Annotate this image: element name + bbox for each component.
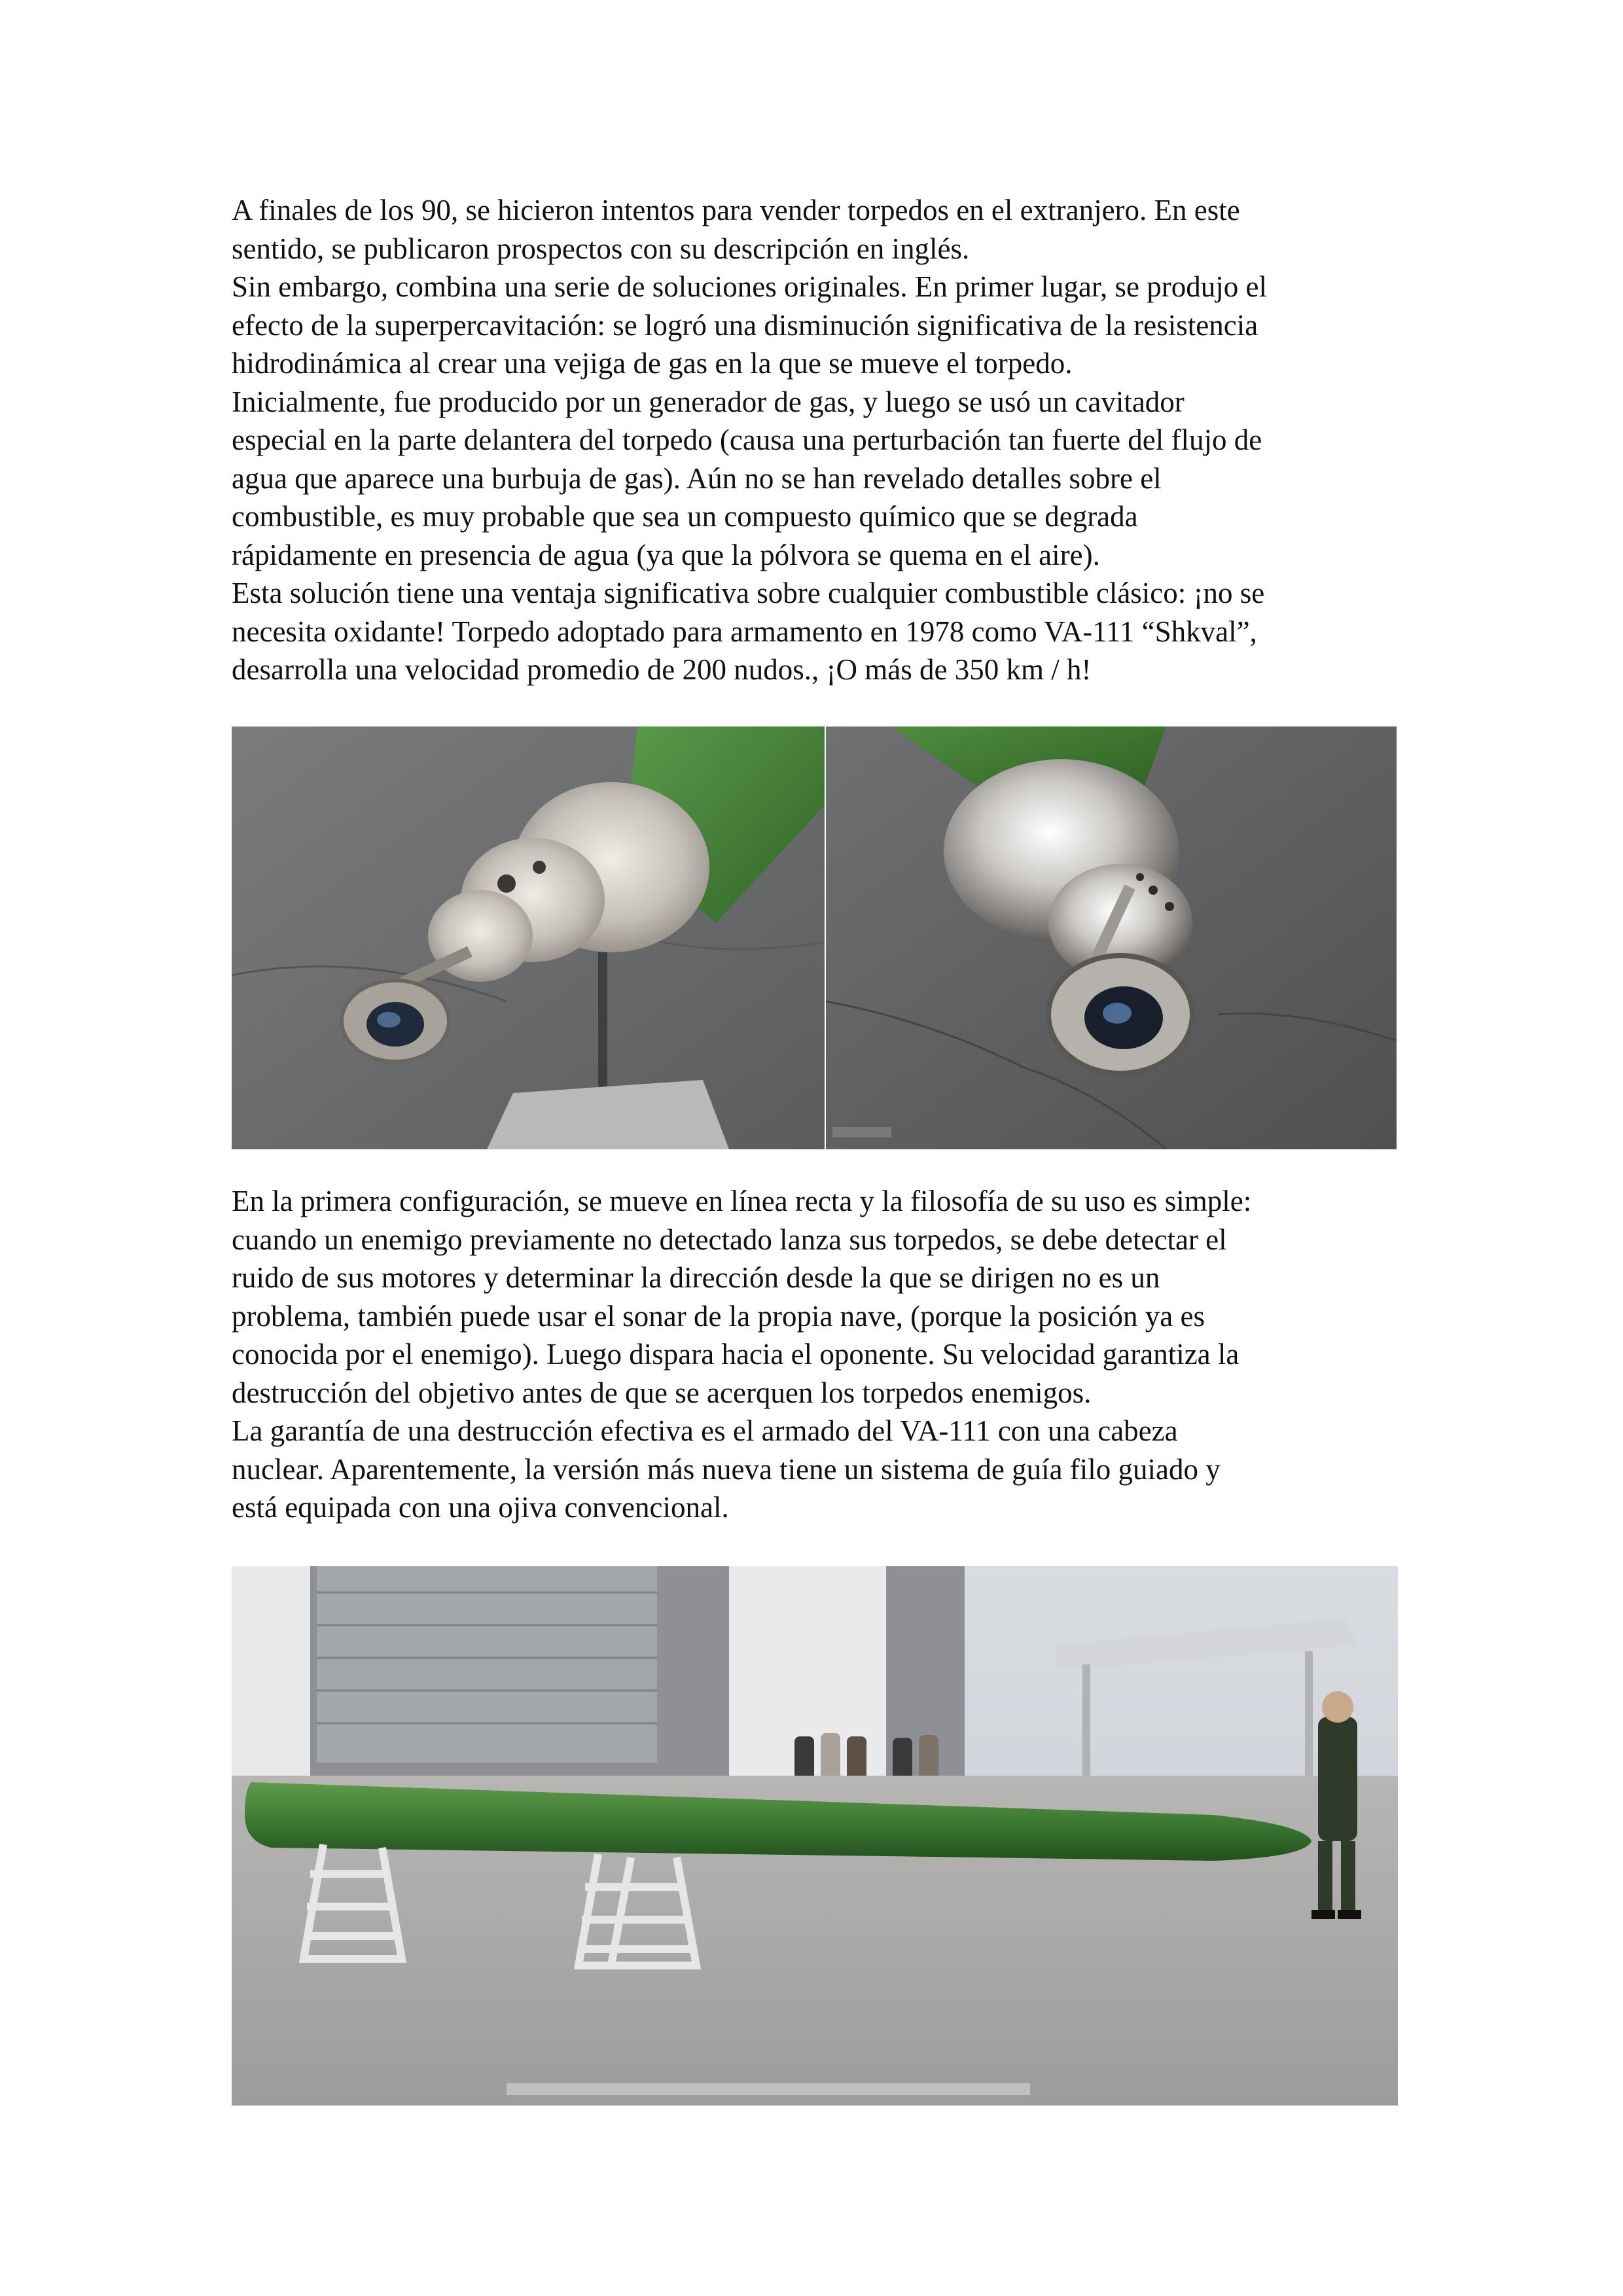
text-line: destrucción del objetivo antes de que se acerquen los torpedos enemigos. xyxy=(232,1376,1092,1409)
text-line: agua que aparece una burbuja de gas). Aún no se han revelado detalles sobre el xyxy=(232,461,1162,495)
torpedo-nose-photo xyxy=(232,726,825,1149)
text-line: Esta solución tiene una ventaja significativa sobre cualquier combustible clásico: ¡no se xyxy=(232,577,1265,609)
text-line: sentido, se publicaron prospectos con su descripción en inglés. xyxy=(232,232,970,265)
text-line: desarrolla una velocidad promedio de 200 nudos., ¡O más de 350 km / h! xyxy=(232,653,1092,686)
text-line: conocida por el enemigo). Luego dispara hacia el oponente. Su velocidad garantiza la xyxy=(232,1338,1240,1371)
text-line: En la primera configuración, se mueve en línea recta y la filosofía de su uso es simple: xyxy=(232,1185,1252,1217)
text-line: ruido de sus motores y determinar la dirección desde la que se dirigen no es un xyxy=(232,1261,1160,1294)
paragraph-block-usage xyxy=(232,1182,1403,1527)
text-line: rápidamente en presencia de agua (ya que la pólvora se quema en el aire). xyxy=(232,538,1100,571)
text-line: problema, también puede usar el sonar de la propia nave, (porque la posición ya es xyxy=(232,1299,1205,1333)
text-line: efecto de la superpercavitación: se logró una disminución significativa de la resistencia xyxy=(232,308,1258,342)
text-line: La garantía de una destrucción efectiva es el armado del VA-111 con una cabeza xyxy=(232,1414,1178,1447)
text-line: Inicialmente, fue producido por un generador de gas, y luego se usó un cavitador xyxy=(232,385,1185,418)
torpedo-nose-closeup-photo xyxy=(826,726,1397,1149)
text-line: nuclear. Aparentemente, la versión más nueva tiene un sistema de guía filo guiado y xyxy=(232,1452,1221,1486)
text-line: está equipada con una ojiva convencional. xyxy=(232,1491,729,1524)
text-line: especial en la parte delantera del torpedo (causa una perturbación tan fuerte del flujo de xyxy=(232,423,1262,456)
text-line: A finales de los 90, se hicieron intentos para vender torpedos en el extranjero. En este xyxy=(232,194,1240,226)
paragraph-block-intro xyxy=(232,191,1403,689)
text-line: necesita oxidante! Torpedo adoptado para armamento en 1978 como VA-111 “Shkval”, xyxy=(232,615,1257,648)
text-line: Sin embargo, combina una serie de soluciones originales. En primer lugar, se produjo el xyxy=(232,270,1267,303)
text-line: cuando un enemigo previamente no detectado lanza sus torpedos, se debe detectar el xyxy=(232,1223,1227,1256)
text-line: combustible, es muy probable que sea un compuesto químico que se degrada xyxy=(232,500,1138,533)
text-line: hidrodinámica al crear una vejiga de gas en la que se mueve el torpedo. xyxy=(232,347,1073,380)
torpedo-exhibition-photo xyxy=(232,1566,1398,2106)
